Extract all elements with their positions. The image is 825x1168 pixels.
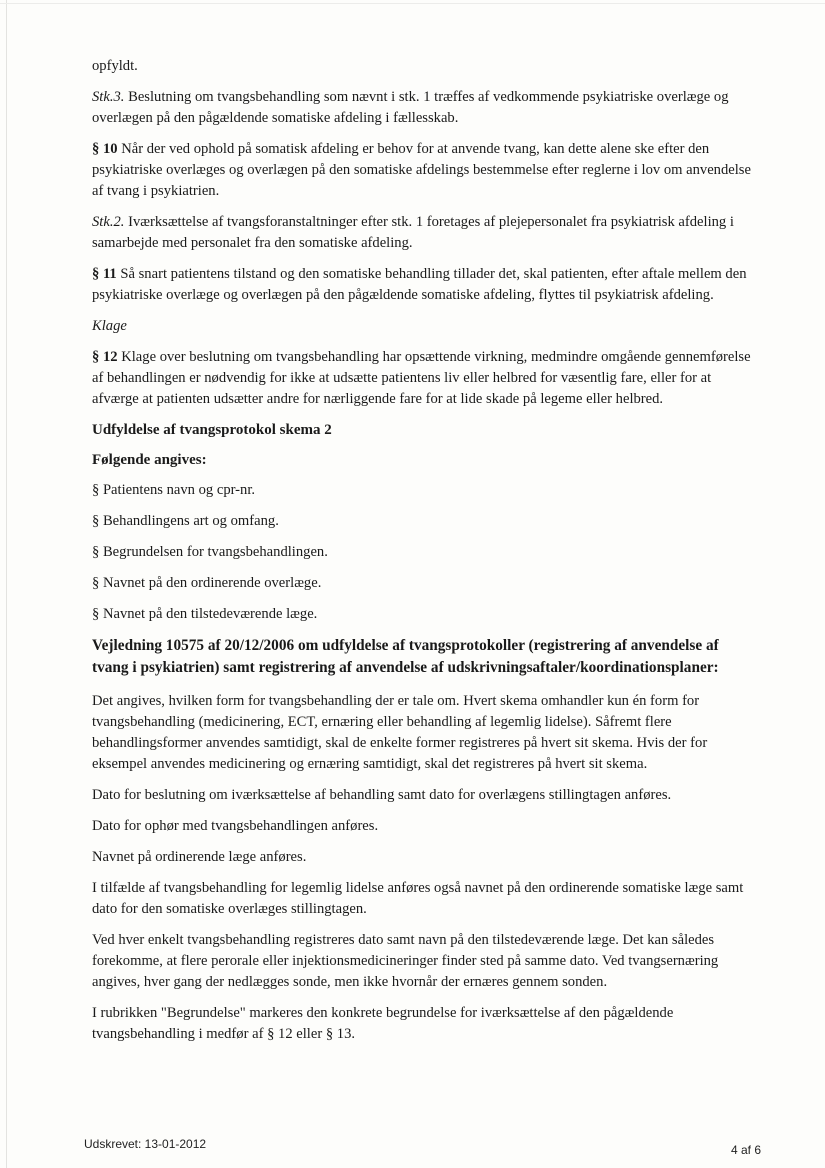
paragraph-ordinerende: Navnet på ordinerende læge anføres. bbox=[92, 849, 307, 865]
footer-printed-date: Udskrevet: 13-01-2012 bbox=[84, 1137, 207, 1151]
paragraph-text: Beslutning om tvangsbehandling som nævnt i stk. 1 træffes af vedkommende psykiatriske overlæge og overlægen på den pågældende somatiske afdeling i fællesskab. bbox=[92, 89, 729, 126]
paragraph-dato-ophor: Dato for ophør med tvangsbehandlingen anføres. bbox=[92, 818, 379, 834]
paragraph-section-12 bbox=[92, 347, 753, 410]
paragraph-dato-beslutning: Dato for beslutning om iværksættelse af behandling samt dato for overlægens stillingtagen anføres. bbox=[92, 787, 672, 803]
paragraph-legemlig: I tilfælde af tvangsbehandling for legemlig lidelse anføres også navnet på den ordinerende somatiske læge samt dato for den somatiske overlæges stillingtagen. bbox=[92, 880, 744, 917]
section-label: § 12 bbox=[92, 349, 118, 365]
paragraph-text: Så snart patientens tilstand og den somatiske behandling tillader det, skal patienten, efter aftale mellem den psykiatriske overlæge og overlægen på den pågældende somatiske afdeling, flyttes til psykiatrisk afdeling. bbox=[92, 266, 747, 303]
list-item: § Behandlingens art og omfang. bbox=[92, 513, 279, 529]
paragraph-text: Iværksættelse af tvangsforanstaltninger efter stk. 1 foretages af plejepersonalet fra psykiatrisk afdeling i samarbejde med personalet fra den somatiske afdeling. bbox=[92, 214, 734, 251]
heading-folgende: Følgende angives: bbox=[92, 452, 207, 468]
subheading-klage: Klage bbox=[92, 318, 127, 334]
heading-vejledning: Vejledning 10575 af 20/12/2006 om udfyldelse af tvangsprotokoller (registrering af anvendelse af tvang i psykiatrien) samt registrering af anvendelse af udskrivningsaftaler/koordinationsplaner: bbox=[92, 637, 719, 676]
section-label: § 10 bbox=[92, 141, 118, 157]
stk-label: Stk.2. bbox=[92, 214, 125, 230]
paragraph-opfyldt: opfyldt. bbox=[92, 58, 138, 74]
paragraph-text: Når der ved ophold på somatisk afdeling er behov for at anvende tvang, kan dette alene ske efter den psykiatriske overlæges og overlægen på den somatiske afdelings bestemmelse efter reglerne i lov om anvendelse af tvang i psykiatrien. bbox=[92, 141, 751, 199]
paragraph-text: Klage over beslutning om tvangsbehandling har opsættende virkning, medmindre omgående gennemførelse af behandlingen er nødvendig for ikke at udsætte patientens liv eller helbred for væsentlig fare, eller for at afværge at patienten udsætter andre for nærliggende fare for at lide skade på legeme eller helbred. bbox=[92, 349, 751, 407]
list-item: § Navnet på den ordinerende overlæge. bbox=[92, 575, 322, 591]
list-item: § Navnet på den tilstedeværende læge. bbox=[92, 606, 318, 622]
list-item: § Patientens navn og cpr-nr. bbox=[92, 482, 256, 498]
section-label: § 11 bbox=[92, 266, 117, 282]
paragraph-section-10 bbox=[92, 139, 753, 202]
paragraph-form: Det angives, hvilken form for tvangsbehandling der er tale om. Hvert skema omhandler kun én form for tvangsbehandling (medicinering, ECT, ernæring eller behandling af legemlig lidelse). Såfremt flere behandlingsformer anvendes samtidigt, skal de enkelte former registreres på hvert sit skema. Hvis der for eksempel anvendes medicinering og ernæring samtidigt, skal det registreres på hvert sit skema. bbox=[92, 693, 708, 772]
paragraph-section-11 bbox=[92, 264, 753, 306]
paragraph-stk3 bbox=[92, 87, 753, 129]
footer-page-number: 4 af 6 bbox=[731, 1143, 762, 1157]
paragraph-rubrikken: I rubrikken "Begrundelse" markeres den konkrete begrundelse for iværksættelse af den pågældende tvangsbehandling i medfør af § 12 eller § 13. bbox=[92, 1005, 674, 1042]
paragraph-hver-enkelt: Ved hver enkelt tvangsbehandling registreres dato samt navn på den tilstedeværende læge. Det kan således forekomme, at flere perorale eller injektionsmedicineringer finder sted på samme dato. Ved tvangsernæring angives, hver gang der nedlægges sonde, men ikke hvornår der ernæres gennem sonden. bbox=[92, 932, 719, 990]
heading-udfyldelse: Udfyldelse af tvangsprotokol skema 2 bbox=[92, 422, 332, 438]
stk-label: Stk.3. bbox=[92, 89, 125, 105]
list-item: § Begrundelsen for tvangsbehandlingen. bbox=[92, 544, 328, 560]
paragraph-stk2 bbox=[92, 212, 753, 254]
